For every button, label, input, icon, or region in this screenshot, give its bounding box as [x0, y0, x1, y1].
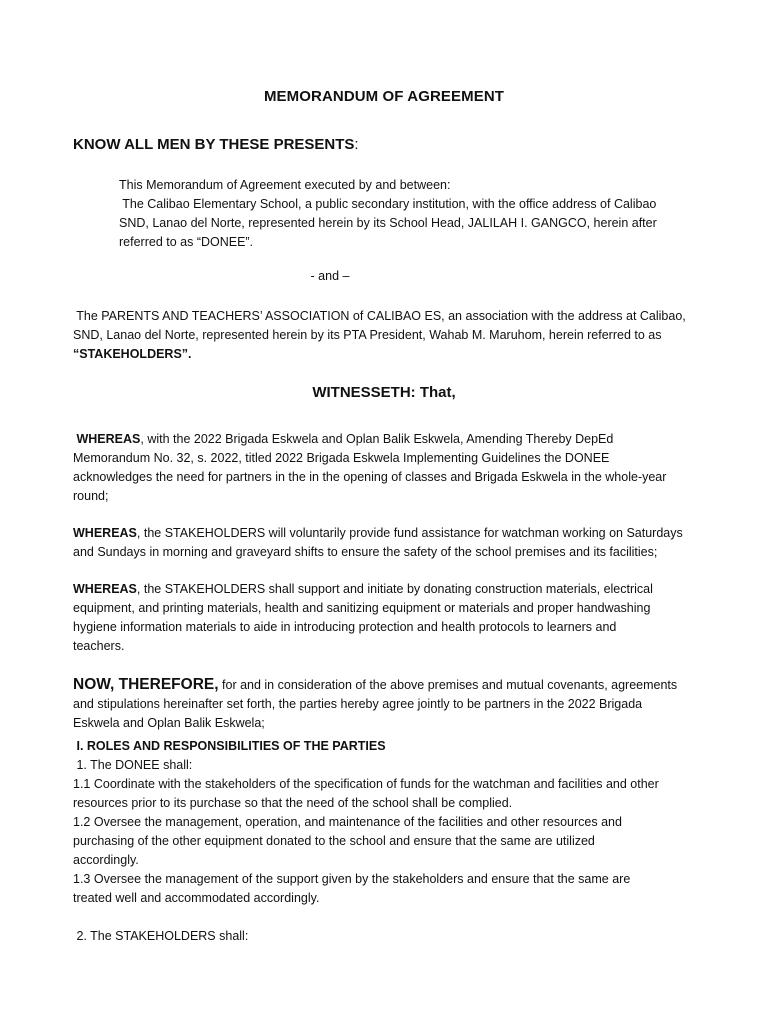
whereas-3-line-4: teachers. [73, 639, 125, 653]
intro-line-2: The Calibao Elementary School, a public secondary institution, with the office address of Calibao [119, 197, 657, 211]
know-all-men-colon: : [354, 136, 359, 153]
whereas-1-line-3: acknowledges the need for partners in the in the opening of classes and Brigada Eskwela in the whole-year [73, 470, 667, 484]
now-therefore-line-3: Eskwela and Oplan Balik Eskwela; [73, 716, 265, 730]
whereas-1-line-2: Memorandum No. 32, s. 2022, titled 2022 Brigada Eskwela Implementing Guidelines the DONEE [73, 451, 610, 465]
now-therefore-line-2: and stipulations hereinafter set forth, the parties hereby agree jointly to be partners in the 2022 Brigada [73, 697, 643, 711]
item-1-1-line-2: resources prior to its purchase so that the need of the school shall be complied. [73, 796, 513, 810]
document-title: MEMORANDUM OF AGREEMENT [263, 88, 505, 105]
donee-shall-label: 1. The DONEE shall: [73, 758, 193, 772]
intro-line-4: referred to as “DONEE”. [119, 235, 254, 249]
whereas-2-line-1: , the STAKEHOLDERS will voluntarily provide fund assistance for watchman working on Saturdays [136, 526, 683, 540]
pta-line-1: The PARENTS AND TEACHERS’ ASSOCIATION of CALIBAO ES, an association with the address at Calibao, [73, 309, 686, 323]
whereas-1-bold: WHEREAS [73, 432, 141, 446]
pta-line-3: “STAKEHOLDERS”. [73, 347, 192, 361]
whereas-1-line-4: round; [73, 489, 109, 503]
item-1-1-line-1: 1.1 Coordinate with the stakeholders of the specification of funds for the watchman and facilities and other [73, 777, 659, 791]
now-therefore-bold: NOW, THEREFORE, [73, 676, 219, 693]
intro-line-3: SND, Lanao del Norte, represented herein by its School Head, JALILAH I. GANGCO, herein after [119, 216, 657, 230]
roles-heading: I. ROLES AND RESPONSIBILITIES OF THE PARTIES [73, 739, 386, 753]
now-therefore-line-1: for and in consideration of the above premises and mutual covenants, agreements [218, 678, 678, 692]
roles-section [73, 737, 713, 946]
pta-line-2: SND, Lanao del Norte, represented herein by its PTA President, Wahab M. Maruhom, herein referred to as [73, 328, 662, 342]
know-all-men-heading [73, 136, 359, 153]
item-1-3-line-2: treated well and accommodated accordingly. [73, 891, 320, 905]
whereas-3-line-1: , the STAKEHOLDERS shall support and initiate by donating construction materials, electrical [136, 582, 653, 596]
whereas-paragraph-1 [73, 430, 703, 506]
and-separator: - and – [310, 269, 350, 283]
whereas-paragraph-2 [73, 524, 703, 562]
stakeholders-shall-label: 2. The STAKEHOLDERS shall: [73, 929, 249, 943]
item-1-2-line-3: accordingly. [73, 853, 139, 867]
whereas-3-line-3: hygiene information materials to aide in introducing protection and health protocols to learners and [73, 620, 617, 634]
witnesseth-heading: WITNESSETH: That, [312, 384, 456, 401]
whereas-3-bold: WHEREAS [73, 582, 137, 596]
whereas-1-line-1: , with the 2022 Brigada Eskwela and Oplan Balik Eskwela, Amending Thereby DepEd [140, 432, 614, 446]
whereas-3-line-2: equipment, and printing materials, health and sanitizing equipment or materials and proper handwashing [73, 601, 651, 615]
whereas-2-line-2: and Sundays in morning and graveyard shifts to ensure the safety of the school premises and its facilities; [73, 545, 658, 559]
intro-paragraph [119, 176, 699, 252]
item-1-2-line-1: 1.2 Oversee the management, operation, and maintenance of the facilities and other resources and [73, 815, 622, 829]
pta-paragraph [73, 307, 703, 364]
whereas-2-bold: WHEREAS [73, 526, 137, 540]
know-all-men-bold: KNOW ALL MEN BY THESE PRESENTS [73, 136, 355, 153]
item-1-3-line-1: 1.3 Oversee the management of the support given by the stakeholders and ensure that the same are [73, 872, 631, 886]
whereas-paragraph-3 [73, 580, 703, 656]
now-therefore-paragraph [73, 675, 713, 733]
intro-line-1: This Memorandum of Agreement executed by and between: [119, 178, 451, 192]
item-1-2-line-2: purchasing of the other equipment donated to the school and ensure that the same are utilized [73, 834, 595, 848]
